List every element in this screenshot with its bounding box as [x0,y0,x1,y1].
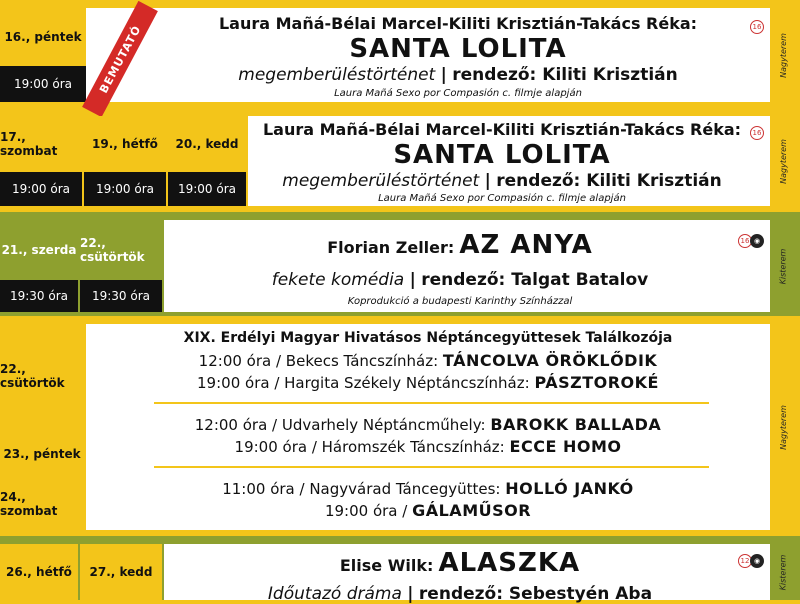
event-director: rendező: Kiliti Krisztián [452,65,678,85]
date-cell: 17., szombat [0,116,82,172]
venue-label: Kisterem [772,544,794,600]
event-note: Koprodukció a budapesti Karinthy Színházzal [347,296,573,307]
performance-line: 12:00 óra / Bekecs Táncszínház: TÁNCOLVA ÖRÖKLŐDIK [198,351,658,370]
divider [154,402,709,404]
event-director: rendező: Kiliti Krisztián [496,171,722,191]
time-cell: 19:00 óra [84,172,166,206]
event-subtitle [166,65,750,85]
event-row-santa-lolita [0,112,800,212]
age-rating-icon: 16 [750,126,764,140]
separator: | [407,584,414,604]
coproduction-icon: ◉ [750,234,764,248]
event-title: SANTA LOLITA [393,140,611,170]
event-subtitle [248,171,756,191]
performance-line: 19:00 óra / GÁLAMŰSOR [324,501,532,520]
venue-label: Nagyterem [772,116,794,206]
event-row-santa-lolita-premiere [0,0,800,112]
date-cell: 22., csütörtök [80,220,162,280]
time-cell: 19:30 óra [80,280,162,312]
age-rating-icon: 16 [738,234,752,248]
venue-label: Kisterem [772,220,794,312]
date-cell: 24., szombat [0,482,84,526]
event-authors: Laura Mañá-Bélai Marcel-Kiliti Krisztián-Takács Réka: [218,14,698,33]
date-cell: 26., hétfő [0,544,78,600]
event-subtitle [164,270,756,290]
age-rating-icon: 16 [750,20,764,34]
event-genre: fekete komédia [271,270,405,290]
event-author: Elise Wilk: [339,556,434,575]
divider [154,466,709,468]
event-panel [248,116,770,206]
event-title: ALASZKA [438,548,581,578]
date-cell: 27., kedd [80,544,162,600]
event-heading [164,230,756,260]
festival-heading: XIX. Erdélyi Magyar Hivatásos Néptáncegyüttesek Találkozója [183,330,673,346]
date-cell: 21., szerda [0,220,78,280]
separator: | [440,65,447,85]
event-author: Florian Zeller: [327,238,455,257]
date-cell: 20., kedd [168,116,246,172]
date-cell: 22., csütörtök [0,326,84,426]
event-director: rendező: Talgat Batalov [421,270,649,290]
event-subtitle [164,584,756,604]
separator: | [484,171,491,191]
event-panel [164,544,770,604]
performance-line: 12:00 óra / Udvarhely Néptáncműhely: BAROKK BALLADA [194,415,662,434]
event-note: Laura Mañá Sexo por Compasión c. filmje alapján [334,88,582,99]
event-panel [86,324,770,530]
event-director: rendező: Sebestyén Aba [418,584,653,604]
event-title: SANTA LOLITA [349,34,567,64]
event-row-alaszka [0,536,800,604]
age-rating-icon: 12 [738,554,752,568]
event-title: AZ ANYA [459,230,593,260]
event-heading [164,548,756,578]
performance-line: 19:00 óra / Háromszék Táncszínház: ECCE HOMO [234,437,622,456]
event-authors: Laura Mañá-Bélai Marcel-Kiliti Krisztián-Takács Réka: [262,120,742,139]
event-row-az-anya [0,212,800,316]
event-panel [86,8,770,102]
time-cell: 19:00 óra [0,66,86,102]
event-genre: megemberüléstörténet [238,65,436,85]
performance-line: 11:00 óra / Nagyvárad Táncegyüttes: HOLLÓ JANKÓ [222,479,634,498]
separator: | [409,270,416,290]
event-genre: megemberüléstörténet [282,171,480,191]
date-cell: 23., péntek [0,426,84,482]
premiere-badge: BEMUTATÓ [82,1,158,117]
time-cell: 19:30 óra [0,280,78,312]
event-note: Laura Mañá Sexo por Compasión c. filmje alapján [378,193,626,204]
date-cell: 16., péntek [0,8,86,66]
event-genre: Időutazó dráma [267,584,402,604]
time-cell: 19:00 óra [0,172,82,206]
performance-line: 19:00 óra / Hargita Székely Néptáncszínház: PÁSZTOROKÉ [197,373,659,392]
event-panel [164,220,770,312]
coproduction-icon: ◉ [750,554,764,568]
time-cell: 19:00 óra [168,172,246,206]
date-cell: 19., hétfő [84,116,166,172]
venue-label: Nagyterem [772,324,794,530]
event-row-folk-dance-festival [0,316,800,536]
venue-label: Nagyterem [772,8,794,102]
